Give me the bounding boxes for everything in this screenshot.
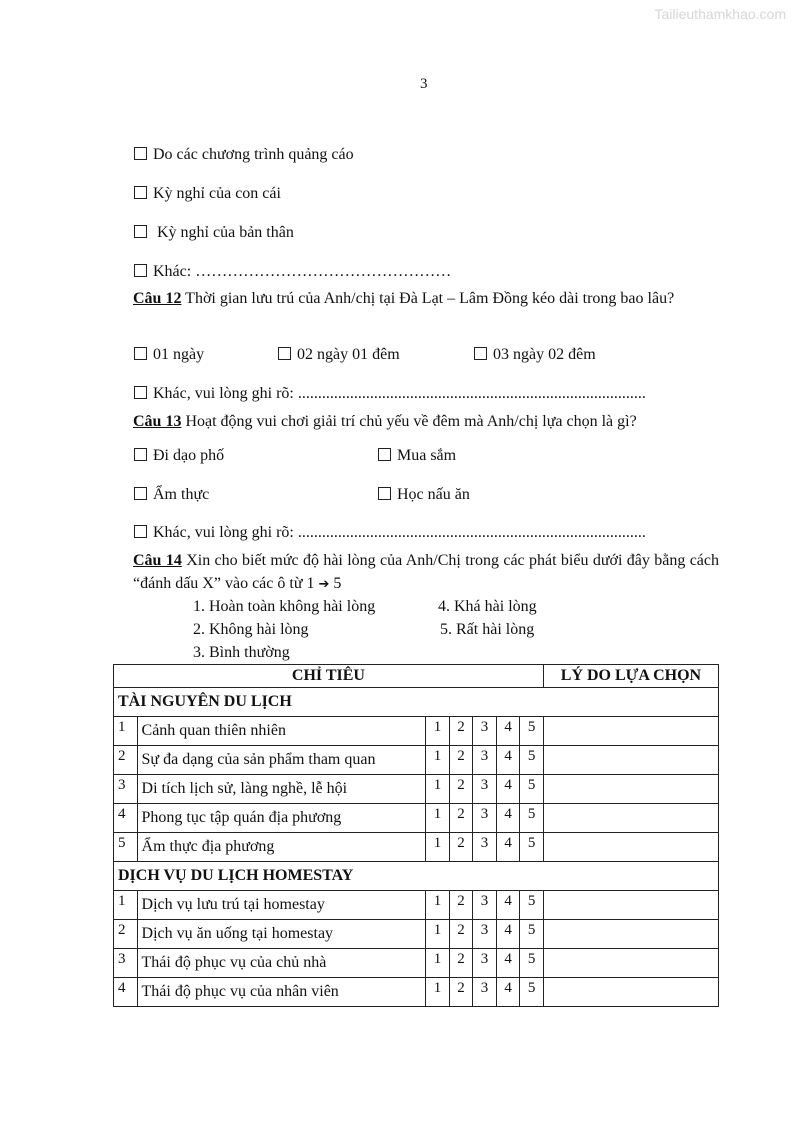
score-cell[interactable]: 4 xyxy=(496,833,520,862)
row-number: 3 xyxy=(114,949,138,978)
score-cell[interactable]: 5 xyxy=(520,891,544,920)
row-item: Sự đa dạng của sản phẩm tham quan xyxy=(137,746,426,775)
reason-cell[interactable] xyxy=(543,775,718,804)
section-row xyxy=(114,688,719,717)
score-cell[interactable]: 4 xyxy=(496,978,520,1007)
q11-option-ads[interactable] xyxy=(134,146,354,164)
score-cell[interactable]: 3 xyxy=(473,833,497,862)
row-number: 5 xyxy=(114,833,138,862)
rating-table xyxy=(113,664,719,1007)
option-label: Do các chương trình quảng cáo xyxy=(153,146,354,163)
option-label: Ẩm thực xyxy=(153,486,210,503)
option-label: Khác: ………………………………………… xyxy=(153,263,452,280)
checkbox[interactable] xyxy=(134,386,147,399)
score-cell[interactable]: 2 xyxy=(449,833,473,862)
score-cell[interactable]: 1 xyxy=(426,949,450,978)
score-cell[interactable]: 4 xyxy=(496,746,520,775)
section-title-homestay: DỊCH VỤ DU LỊCH HOMESTAY xyxy=(114,862,719,891)
table-row xyxy=(114,920,719,949)
reason-cell[interactable] xyxy=(543,804,718,833)
score-cell[interactable]: 3 xyxy=(473,891,497,920)
score-cell[interactable]: 3 xyxy=(473,978,497,1007)
score-cell[interactable]: 4 xyxy=(496,920,520,949)
table-row xyxy=(114,746,719,775)
q11-option-children[interactable] xyxy=(134,185,281,203)
table-row xyxy=(114,949,719,978)
table-row xyxy=(114,804,719,833)
q13-option-shopping[interactable] xyxy=(378,447,456,465)
option-label: 01 ngày xyxy=(153,346,205,363)
score-cell[interactable]: 4 xyxy=(496,717,520,746)
score-cell[interactable]: 1 xyxy=(426,775,450,804)
row-item: Cảnh quan thiên nhiên xyxy=(137,717,426,746)
reason-cell[interactable] xyxy=(543,746,718,775)
score-cell[interactable]: 1 xyxy=(426,833,450,862)
score-cell[interactable]: 5 xyxy=(520,775,544,804)
table-row xyxy=(114,717,719,746)
page-number: 3 xyxy=(420,76,428,92)
score-cell[interactable]: 5 xyxy=(520,804,544,833)
row-item: Phong tục tập quán địa phương xyxy=(137,804,426,833)
arrow-right-icon: ➔ xyxy=(318,577,330,592)
score-cell[interactable]: 1 xyxy=(426,717,450,746)
q13-option-cuisine[interactable] xyxy=(134,486,209,504)
score-cell[interactable]: 3 xyxy=(473,804,497,833)
q12-option-3[interactable] xyxy=(474,346,596,364)
score-cell[interactable]: 4 xyxy=(496,775,520,804)
q11-option-self[interactable] xyxy=(134,224,294,242)
score-cell[interactable]: 1 xyxy=(426,804,450,833)
score-cell[interactable]: 2 xyxy=(449,949,473,978)
checkbox[interactable] xyxy=(378,448,391,461)
watermark: Tailieuthamkhao.com xyxy=(654,6,786,22)
q12-option-other[interactable] xyxy=(134,385,646,403)
row-number: 1 xyxy=(114,717,138,746)
scale-item-3: 3. Bình thường xyxy=(193,644,290,661)
q13-option-walk[interactable] xyxy=(134,447,224,465)
scale-item-4: 4. Khá hài lòng xyxy=(438,598,537,615)
score-cell[interactable]: 2 xyxy=(449,920,473,949)
reason-cell[interactable] xyxy=(543,920,718,949)
q12-option-2[interactable] xyxy=(278,346,400,364)
checkbox[interactable] xyxy=(134,448,147,461)
row-number: 1 xyxy=(114,891,138,920)
score-cell[interactable]: 5 xyxy=(520,949,544,978)
reason-cell[interactable] xyxy=(543,978,718,1007)
checkbox[interactable] xyxy=(134,487,147,500)
score-cell[interactable]: 2 xyxy=(449,891,473,920)
option-label: Mua sắm xyxy=(397,447,457,464)
score-cell[interactable]: 5 xyxy=(520,833,544,862)
header-reason: LÝ DO LỰA CHỌN xyxy=(543,665,718,688)
option-label: 03 ngày 02 đêm xyxy=(493,346,596,363)
option-label: 02 ngày 01 đêm xyxy=(297,346,400,363)
score-cell[interactable]: 1 xyxy=(426,746,450,775)
q12-label: Câu 12 xyxy=(133,290,182,307)
q12-question xyxy=(133,287,719,310)
score-cell[interactable]: 5 xyxy=(520,746,544,775)
q14-text: Xin cho biết mức độ hài lòng của Anh/Chị trong các phát biểu dưới đây bằng cách “đánh dấu X” vào các ô từ 1 xyxy=(133,552,720,592)
reason-cell[interactable] xyxy=(543,833,718,862)
table-row xyxy=(114,891,719,920)
row-number: 3 xyxy=(114,775,138,804)
score-cell[interactable]: 4 xyxy=(496,891,520,920)
checkbox[interactable] xyxy=(134,186,147,199)
table-row xyxy=(114,775,719,804)
checkbox[interactable] xyxy=(378,487,391,500)
score-cell[interactable]: 1 xyxy=(426,978,450,1007)
row-number: 2 xyxy=(114,920,138,949)
reason-cell[interactable] xyxy=(543,949,718,978)
header-criteria: CHỈ TIÊU xyxy=(114,665,544,688)
scale-item-5: 5. Rất hài lòng xyxy=(440,621,535,638)
q14-text-end: 5 xyxy=(329,575,342,592)
reason-cell[interactable] xyxy=(543,717,718,746)
checkbox[interactable] xyxy=(134,264,147,277)
checkbox[interactable] xyxy=(134,147,147,160)
score-cell[interactable]: 3 xyxy=(473,746,497,775)
score-cell[interactable]: 3 xyxy=(473,920,497,949)
score-cell[interactable]: 5 xyxy=(520,920,544,949)
score-cell[interactable]: 3 xyxy=(473,775,497,804)
scale-item-1: 1. Hoàn toàn không hài lòng xyxy=(193,598,376,615)
table-row xyxy=(114,833,719,862)
reason-cell[interactable] xyxy=(543,891,718,920)
option-label: Kỳ nghỉ của bản thân xyxy=(153,224,294,241)
q14-question xyxy=(133,549,719,596)
checkbox[interactable] xyxy=(134,347,147,360)
q11-option-other[interactable] xyxy=(134,263,451,281)
score-cell[interactable]: 3 xyxy=(473,717,497,746)
score-cell[interactable]: 2 xyxy=(449,775,473,804)
score-cell[interactable]: 5 xyxy=(520,978,544,1007)
score-cell[interactable]: 2 xyxy=(449,804,473,833)
score-cell[interactable]: 2 xyxy=(449,746,473,775)
checkbox[interactable] xyxy=(134,525,147,538)
q12-text: Thời gian lưu trú của Anh/chị tại Đà Lạt – Lâm Đồng kéo dài trong bao lâu? xyxy=(181,290,675,307)
row-number: 4 xyxy=(114,978,138,1007)
score-cell[interactable]: 4 xyxy=(496,804,520,833)
row-item: Ẩm thực địa phương xyxy=(137,833,426,862)
checkbox[interactable] xyxy=(278,347,291,360)
row-number: 2 xyxy=(114,746,138,775)
row-item: Di tích lịch sử, làng nghề, lễ hội xyxy=(137,775,426,804)
q13-option-other[interactable] xyxy=(134,524,646,542)
row-item: Thái độ phục vụ của chủ nhà xyxy=(137,949,426,978)
q13-label: Câu 13 xyxy=(133,413,182,430)
q13-option-cooking[interactable] xyxy=(378,486,470,504)
checkbox[interactable] xyxy=(134,225,147,238)
row-item: Dịch vụ lưu trú tại homestay xyxy=(137,891,426,920)
option-label: Khác, vui lòng ghi rõ: ....................................................................................... xyxy=(153,385,646,402)
option-label: Kỳ nghỉ của con cái xyxy=(153,185,281,202)
score-cell[interactable]: 1 xyxy=(426,920,450,949)
q13-question xyxy=(133,410,719,433)
q12-option-1[interactable] xyxy=(134,346,204,364)
score-cell[interactable]: 1 xyxy=(426,891,450,920)
option-label: Đi dạo phố xyxy=(153,447,225,464)
section-title-resources: TÀI NGUYÊN DU LỊCH xyxy=(114,688,719,717)
row-item: Thái độ phục vụ của nhân viên xyxy=(137,978,426,1007)
row-item: Dịch vụ ăn uống tại homestay xyxy=(137,920,426,949)
score-cell[interactable]: 2 xyxy=(449,717,473,746)
scale-item-2: 2. Không hài lòng xyxy=(193,621,309,638)
checkbox[interactable] xyxy=(474,347,487,360)
q13-text: Hoạt động vui chơi giải trí chủ yếu về đêm mà Anh/chị lựa chọn là gì? xyxy=(181,413,637,430)
row-number: 4 xyxy=(114,804,138,833)
table-header xyxy=(114,665,719,688)
section-row xyxy=(114,862,719,891)
score-cell[interactable]: 2 xyxy=(449,978,473,1007)
option-label: Học nấu ăn xyxy=(397,486,470,503)
option-label: Khác, vui lòng ghi rõ: ....................................................................................... xyxy=(153,524,646,541)
score-cell[interactable]: 4 xyxy=(496,949,520,978)
table-row xyxy=(114,978,719,1007)
q14-label: Câu 14 xyxy=(133,552,182,569)
score-cell[interactable]: 5 xyxy=(520,717,544,746)
score-cell[interactable]: 3 xyxy=(473,949,497,978)
